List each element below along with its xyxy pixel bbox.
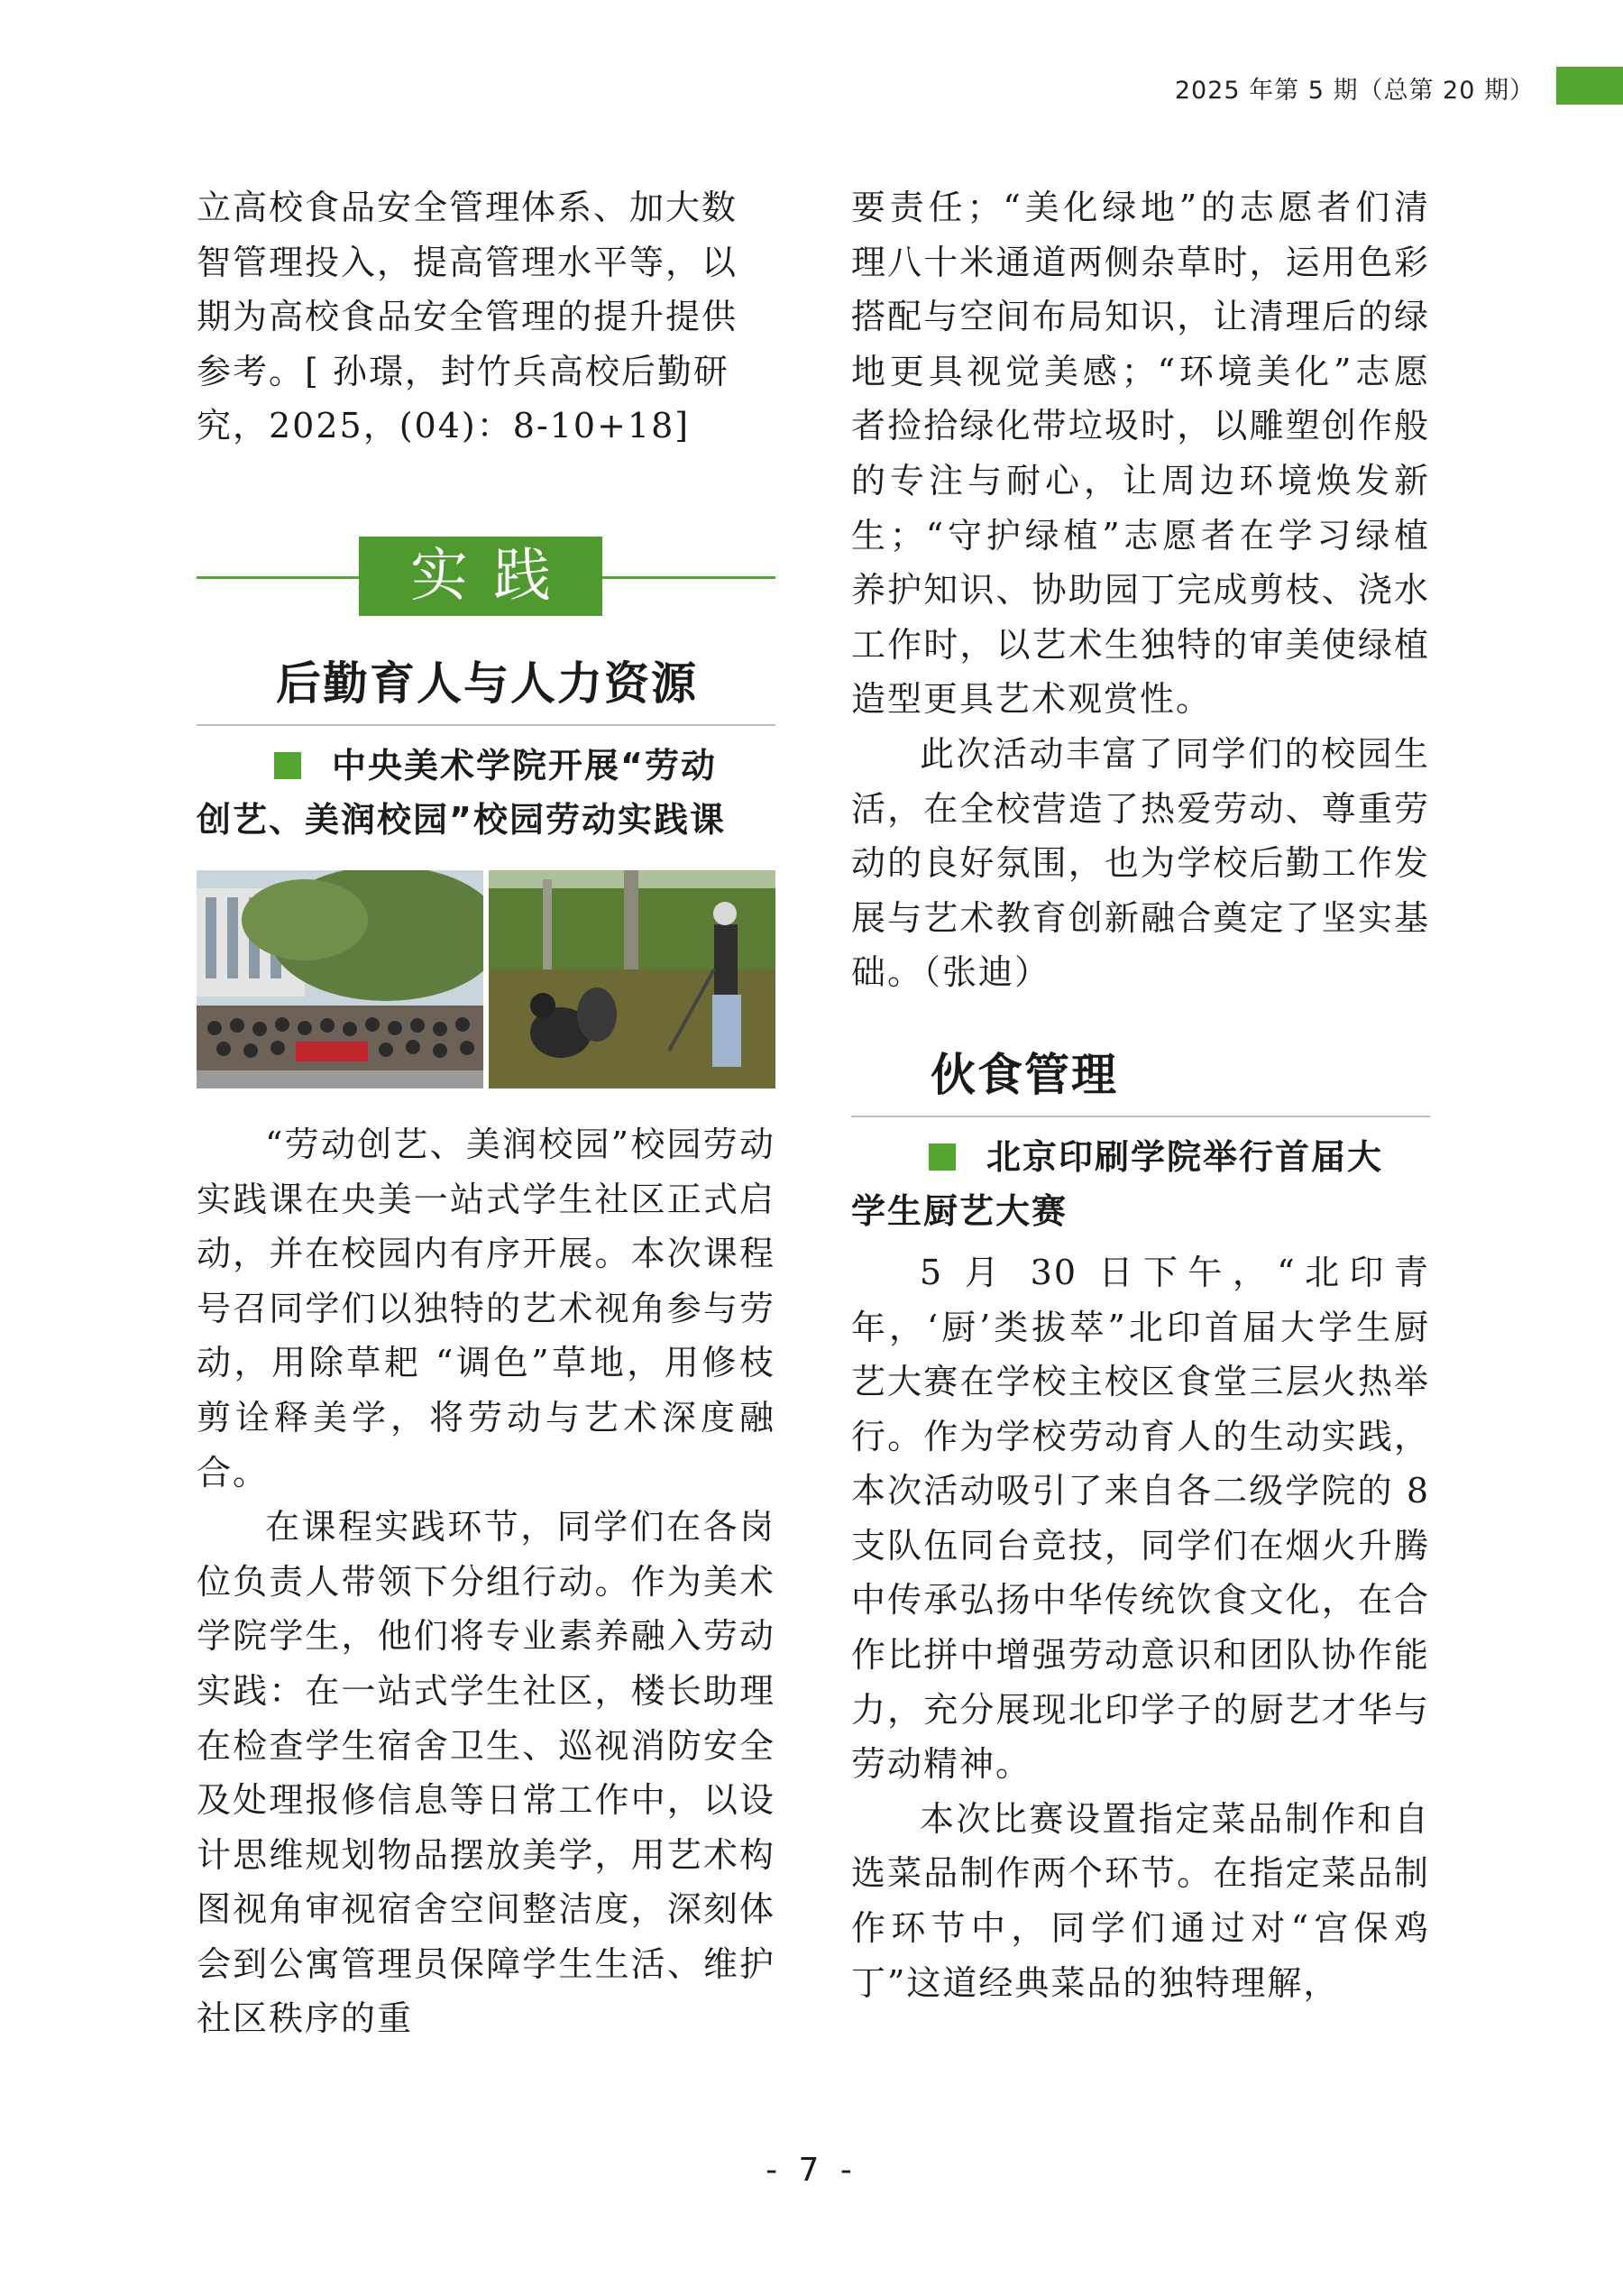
subsection-title: 后勤育人与人力资源: [276, 657, 698, 710]
article-paragraph: “劳动创艺、美润校园”校园劳动实践课在央美一站式学生社区正式启动，并在校园内有序开展。本次课程号召同学们以独特的艺术视角参与劳动，用除草耙 “调色”草地，用修枝剪诠释美学，将劳动与艺术深度融合。: [197, 1124, 775, 1492]
intro-line: 立高校食品安全管理体系、加大数: [197, 188, 738, 227]
header-accent-tab: [1556, 67, 1623, 105]
article-paragraph: 5 月 30 日下午，“北印青年，‘厨’类拔萃”北印首届大学生厨艺大赛在学校主校区食堂三层火热举行。作为学校劳动育人的生动实践，本次活动吸引了来自各二级学院的 8 支队伍同台竞技，同学们在烟火升腾中传承弘扬中华传统饮食文化，在合作比拼中增强劳动意识和团队协作能力，充分展现北印学子的厨艺才华与劳动精神。: [851, 1252, 1430, 1785]
article-title: 北京印刷学院举行首届大 学生厨艺大赛: [851, 1136, 1384, 1231]
section-label: 实践: [359, 537, 602, 616]
page-number: - 7 -: [766, 2152, 857, 2189]
subsection-rule: [197, 724, 775, 726]
group-photo-icon: [197, 870, 483, 1088]
article-paragraph: 本次比赛设置指定菜品制作和自选菜品制作两个环节。在指定菜品制作环节中，同学们通过对“宫保鸡丁”这道经典菜品的独特理解，: [851, 1798, 1430, 2003]
intro-line: 智管理投入，提高管理水平等，以: [197, 242, 738, 282]
subsection-rule: [851, 1116, 1430, 1117]
article-paragraph: 在课程实践环节，同学们在各岗位负责人带领下分组行动。作为美术学院学生，他们将专业素养融入劳动实践：在一站式学生社区，楼长助理在检查学生宿舍卫生、巡视消防安全及处理报修信息等日常工作中，以设计思维规划物品摆放美学，用艺术构图视角审视宿舍空间整洁度，深刻体会到公寓管理员保障学生生活、维护社区秩序的重: [197, 1507, 775, 2039]
square-bullet-icon: [929, 1143, 956, 1171]
right-column: [851, 180, 1430, 2010]
section-banner: [197, 537, 775, 618]
subsection-title: 伙食管理: [931, 1048, 1118, 1101]
photo-row: [197, 870, 775, 1088]
intro-paragraph: [197, 180, 775, 454]
article-title: 中央美术学院开展“劳动 创艺、美润校园”校园劳动实践课: [197, 745, 726, 840]
article-paragraph: 此次活动丰富了同学们的校园生活，在全校营造了热爱劳动、尊重劳动的良好氛围，也为学校后勤工作发展与艺术教育创新融合奠定了坚实基础。（张迪）: [851, 733, 1430, 993]
students-gardening-photo-icon: [489, 870, 775, 1088]
issue-label: 2025 年第 5 期（总第 20 期）: [1174, 77, 1535, 105]
square-bullet-icon: [274, 752, 301, 779]
intro-line: 期为高校食品安全管理的提升提供: [197, 297, 738, 337]
left-column: [197, 180, 775, 2046]
article-paragraph: 要责任；“美化绿地”的志愿者们清理八十米通道两侧杂草时，运用色彩搭配与空间布局知识，让清理后的绿地更具视觉美感；“环境美化”志愿者捡拾绿化带垃圾时，以雕塑创作般的专注与耐心，让周边环境焕发新生；“守护绿植”志愿者在学习绿植养护知识、协助园丁完成剪枝、浇水工作时，以艺术生独特的审美使绿植造型更具艺术观赏性。: [851, 188, 1430, 720]
intro-line: 参考。[ 孙璟，封竹兵高校后勤研: [197, 351, 729, 391]
intro-line: 究，2025，(04)：8-10+18]: [197, 406, 691, 446]
